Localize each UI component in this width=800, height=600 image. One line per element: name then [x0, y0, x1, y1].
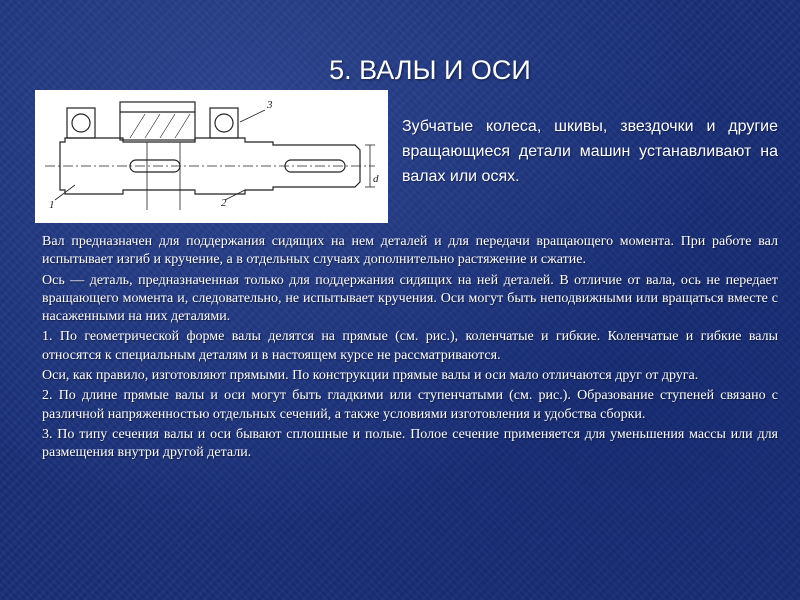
label-3: 3	[267, 99, 273, 111]
paragraph-length: 2. По длине прямые валы и оси могут быть гладкими или ступенчатыми (см. рис.). Образование ступеней связано с различной напряженностью отдельных сечений, а также условиями изготовления и удобства сборки.	[42, 388, 778, 422]
slide-title: 5. ВАЛЫ И ОСИ	[329, 55, 531, 85]
left-bearing-ball	[72, 114, 90, 132]
gear-body	[120, 102, 195, 140]
shaft-drawing-svg	[35, 90, 388, 223]
paragraph-shaft: Вал предназначен для поддержания сидящих на нем деталей и для передачи вращающего момента. При работе вал испытывает изгиб и кручение, а в отдельных случаях дополнительно растяжение и сжатие.	[42, 234, 778, 268]
paragraph-axle: Ось — деталь, предназначенная только для поддержания сидящих на ней деталей. В отличие от вала, ось не передает вращающего момента и, следовательно, не испытывает кручения. Оси могут быть неподвижными или вращаться вместе с насаженными на них деталями.	[42, 272, 778, 325]
label-d: d	[373, 173, 379, 185]
paragraph-axle-shape: Оси, как правило, изготовляют прямыми. По конструкции прямые валы и оси мало отличаются друг от друга.	[42, 368, 699, 384]
label-1: 1	[49, 199, 55, 211]
body-text	[42, 233, 778, 465]
paragraph-geometry: 1. По геометрической форме валы делятся на прямые (см. рис.), коленчатые и гибкие. Коленчатые и гибкие валы относятся к специальным деталям и в настоящем курсе не рассматриваются.	[42, 329, 778, 363]
right-bearing-top	[210, 108, 238, 138]
left-bearing-top	[67, 108, 95, 138]
paragraph-section: 3. По типу сечения валы и оси бывают сплошные и полые. Полое сечение применяется для уменьшения массы или для размещения внутри другой детали.	[42, 426, 778, 461]
right-bearing-ball	[215, 114, 233, 132]
label-2: 2	[221, 197, 227, 209]
shaft-drawing	[35, 90, 388, 223]
intro-text: Зубчатые колеса, шкивы, звездочки и другие вращающиеся детали машин устанавливают на валах или осях.	[402, 118, 778, 185]
